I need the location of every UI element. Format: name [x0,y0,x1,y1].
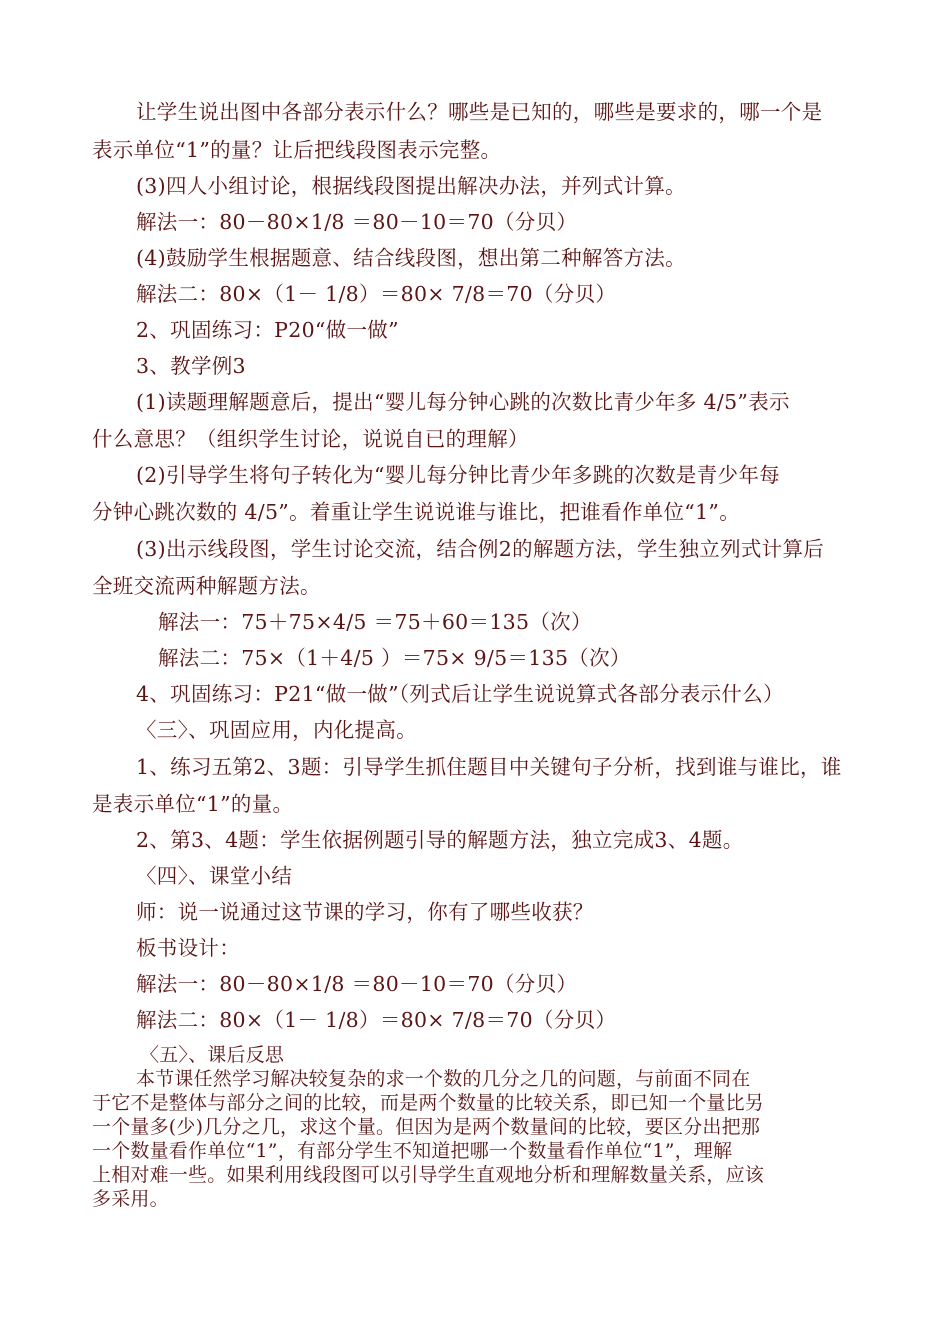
paragraph-line: 让学生说出图中各部分表示什么？哪些是已知的，哪些是要求的，哪一个是 [136,100,823,124]
section-item: 2、巩固练习：P20“做一做” [136,318,399,342]
paragraph-line: 上相对难一些。如果利用线段图可以引导学生直观地分析和理解数量关系，应该 [92,1164,765,1186]
paragraph-line: 本节课任然学习解决较复杂的求一个数的几分之几的问题，与前面不同在 [136,1068,751,1090]
solution-line: 解法一：75＋75×4/5 ＝75＋60＝135（次） [158,610,592,634]
paragraph-line: 什么意思？（组织学生讨论，说说自已的理解） [92,427,529,451]
solution-line: 解法一：80－80×1/8 ＝80－10＝70（分贝） [136,210,578,234]
section-item: 4、巩固练习：P21“做一做”（列式后让学生说说算式各部分表示什么） [136,682,784,706]
solution-line: 解法二：80×（1－ 1/8）＝80× 7/8＝70（分贝） [136,1008,617,1032]
paragraph-line: (2)引导学生将句子转化为“婴儿每分钟比青少年多跳的次数是青少年每 [136,463,780,487]
paragraph-line: 1、练习五第2、3题：引导学生抓住题目中关键句子分析，找到谁与谁比，谁 [136,755,842,779]
paragraph-line: 表示单位“1”的量？让后把线段图表示完整。 [92,138,502,162]
paragraph-line: (4)鼓励学生根据题意、结合线段图，想出第二种解答方法。 [136,246,686,270]
paragraph-line: 板书设计： [136,936,240,960]
section-heading: 〈四〉、课堂小结 [136,864,293,888]
paragraph-line: 分钟心跳次数的 4/5”。着重让学生说说谁与谁比，把谁看作单位“1”。 [92,500,740,524]
solution-line: 解法一：80－80×1/8 ＝80－10＝70（分贝） [136,972,578,996]
paragraph-line: 多采用。 [92,1188,169,1210]
solution-line: 解法二：80×（1－ 1/8）＝80× 7/8＝70（分贝） [136,282,617,306]
section-heading: 〈三〉、巩固应用，内化提高。 [136,718,417,742]
paragraph-line: (1)读题理解题意后，提出“婴儿每分钟心跳的次数比青少年多 4/5”表示 [136,390,790,414]
paragraph-line: 全班交流两种解题方法。 [92,574,321,598]
section-item: 2、第3、4题：学生依据例题引导的解题方法，独立完成3、4题。 [136,828,744,852]
paragraph-line: (3)出示线段图，学生讨论交流，结合例2的解题方法，学生独立列式计算后 [136,537,825,561]
section-item: 3、教学例3 [136,354,246,378]
paragraph-line: 于它不是整体与部分之间的比较，而是两个数量的比较关系，即已知一个量比另 [92,1092,765,1114]
paragraph-line: 一个数量看作单位“1”，有部分学生不知道把哪一个数量看作单位“1”，理解 [92,1140,733,1162]
paragraph-line: (3)四人小组讨论，根据线段图提出解决办法，并列式计算。 [136,174,686,198]
section-heading: 〈五〉、课后反思 [140,1044,285,1066]
paragraph-line: 一个量多(少)几分之几，求这个量。但因为是两个数量间的比较，要区分出把那 [92,1116,761,1138]
solution-line: 解法二：75×（1＋4/5 ）＝75× 9/5＝135（次） [158,646,631,670]
paragraph-line: 师：说一说通过这节课的学习，你有了哪些收获？ [136,900,594,924]
paragraph-line: 是表示单位“1”的量。 [92,792,294,816]
